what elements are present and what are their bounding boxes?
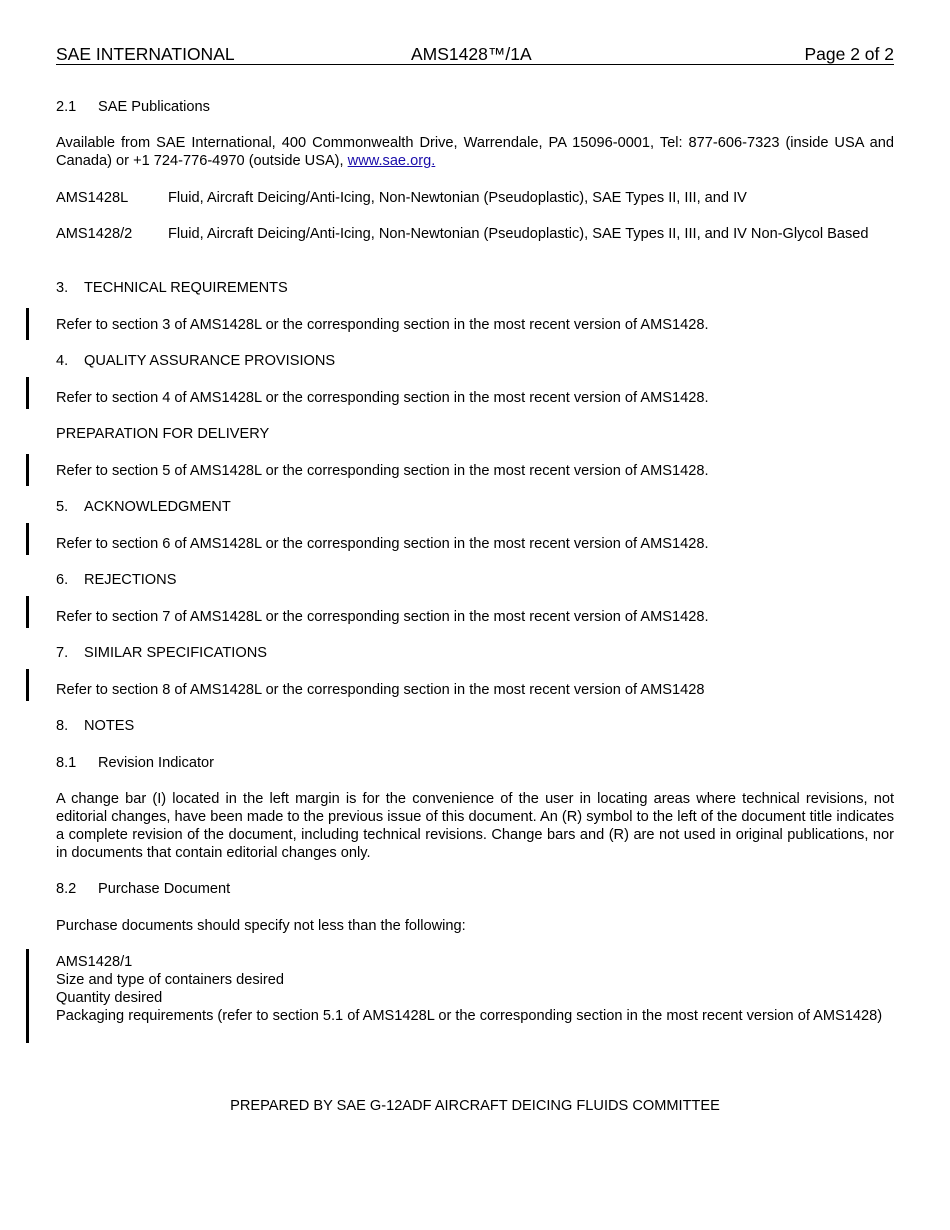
availability-paragraph: Available from SAE International, 400 Commonwealth Drive, Warrendale, PA 15096-0001, Tel: 877-606-7323 (inside USA and Canada) or +1 724-776-4970 (outside USA), www.sae.org. bbox=[56, 135, 894, 169]
section-heading-preparation: PREPARATION FOR DELIVERY bbox=[56, 426, 270, 442]
change-bar bbox=[26, 308, 29, 340]
change-bar bbox=[26, 596, 29, 628]
list-item: AMS1428/1 bbox=[56, 954, 133, 970]
sae-website-link[interactable]: www.sae.org. bbox=[347, 153, 436, 169]
change-bar bbox=[26, 669, 29, 701]
change-bar bbox=[26, 949, 29, 1043]
section-4-text: Refer to section 4 of AMS1428L or the corresponding section in the most recent version of AMS1428. bbox=[56, 390, 709, 406]
list-item: Quantity desired bbox=[56, 990, 163, 1006]
page-header bbox=[56, 44, 894, 65]
change-bar bbox=[26, 523, 29, 555]
section-5-text: Refer to section 6 of AMS1428L or the corresponding section in the most recent version of AMS1428. bbox=[56, 536, 709, 552]
change-bar bbox=[26, 454, 29, 486]
section-3-text: Refer to section 3 of AMS1428L or the corresponding section in the most recent version of AMS1428. bbox=[56, 317, 709, 333]
section-heading-2-1: 2.1 SAE Publications bbox=[56, 99, 210, 115]
header-document-number: AMS1428™/1A bbox=[411, 44, 532, 64]
section-7-text: Refer to section 8 of AMS1428L or the corresponding section in the most recent version of AMS1428 bbox=[56, 682, 705, 698]
preparation-text: Refer to section 5 of AMS1428L or the corresponding section in the most recent version of AMS1428. bbox=[56, 463, 709, 479]
purchase-intro: Purchase documents should specify not less than the following: bbox=[56, 918, 466, 934]
section-heading-7: 7. SIMILAR SPECIFICATIONS bbox=[56, 645, 267, 661]
list-item: Packaging requirements (refer to section 5.1 of AMS1428L or the corresponding section in the most recent version of AMS1428) bbox=[56, 1008, 883, 1024]
list-item: Size and type of containers desired bbox=[56, 972, 284, 988]
header-organization: SAE INTERNATIONAL bbox=[56, 44, 235, 64]
section-heading-4: 4. QUALITY ASSURANCE PROVISIONS bbox=[56, 353, 336, 369]
section-heading-8-1: 8.1 Revision Indicator bbox=[56, 755, 214, 771]
reference-entry: AMS1428/2 Fluid, Aircraft Deicing/Anti-Icing, Non-Newtonian (Pseudoplastic), SAE Types II, III, and IV Non-Glycol Based bbox=[56, 226, 869, 242]
change-bar bbox=[26, 377, 29, 409]
purchase-requirements-list bbox=[56, 953, 894, 1025]
section-6-text: Refer to section 7 of AMS1428L or the corresponding section in the most recent version of AMS1428. bbox=[56, 609, 709, 625]
section-heading-8: 8. NOTES bbox=[56, 718, 135, 734]
committee-footer: PREPARED BY SAE G-12ADF AIRCRAFT DEICING FLUIDS COMMITTEE bbox=[230, 1098, 720, 1114]
header-page-number: Page 2 of 2 bbox=[804, 44, 894, 64]
revision-indicator-paragraph: A change bar (I) located in the left margin is for the convenience of the user in locating areas where technical revisions, not editorial changes, have been made to the previous issue of this document. An (R) symbol to the left of the document title indicates a complete revision of the document, including technical revisions. Change bars and (R) are not used in original publications, nor in documents that contain editorial changes only. bbox=[56, 791, 894, 861]
section-heading-5: 5. ACKNOWLEDGMENT bbox=[56, 499, 231, 515]
section-heading-6: 6. REJECTIONS bbox=[56, 572, 177, 588]
section-heading-3: 3. TECHNICAL REQUIREMENTS bbox=[56, 280, 288, 296]
section-heading-8-2: 8.2 Purchase Document bbox=[56, 881, 231, 897]
reference-entry: AMS1428L Fluid, Aircraft Deicing/Anti-Icing, Non-Newtonian (Pseudoplastic), SAE Types II, III, and IV bbox=[56, 190, 747, 206]
